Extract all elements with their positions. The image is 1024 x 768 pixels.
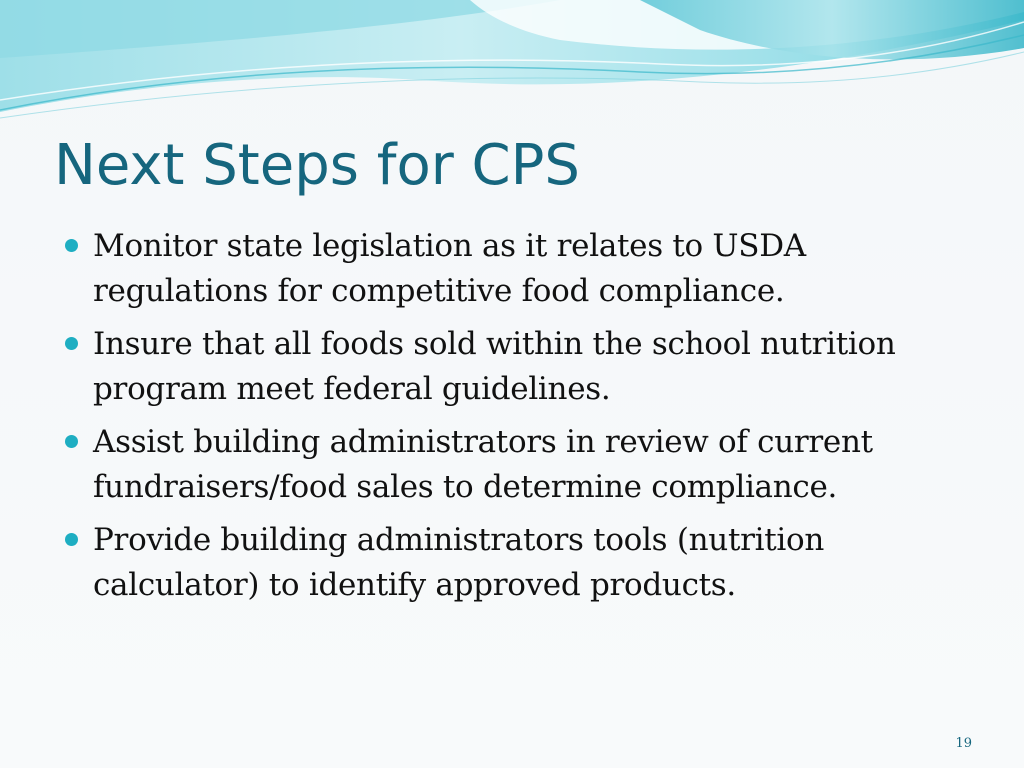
bullet-text: Assist building administrators in review of current fundraisers/food sales to determine compliance. — [93, 424, 873, 505]
bullet-marker-icon — [65, 435, 78, 448]
bullet-item — [62, 322, 962, 412]
bullet-item — [62, 420, 962, 510]
bullet-marker-icon — [65, 337, 78, 350]
bullet-marker-icon — [65, 239, 78, 252]
bullet-text: Insure that all foods sold within the school nutrition program meet federal guidelines. — [93, 326, 896, 407]
header-wave-decoration — [0, 0, 1024, 130]
bullet-item — [62, 224, 962, 314]
bullet-text: Provide building administrators tools (nutrition calculator) to identify approved products. — [93, 522, 825, 603]
bullet-item — [62, 518, 962, 608]
bullet-list — [62, 224, 962, 616]
bullet-text: Monitor state legislation as it relates to USDA regulations for competitive food compliance. — [93, 228, 806, 309]
slide-number: 19 — [955, 736, 972, 751]
bullet-marker-icon — [65, 533, 78, 546]
slide-title: Next Steps for CPS — [54, 133, 580, 198]
